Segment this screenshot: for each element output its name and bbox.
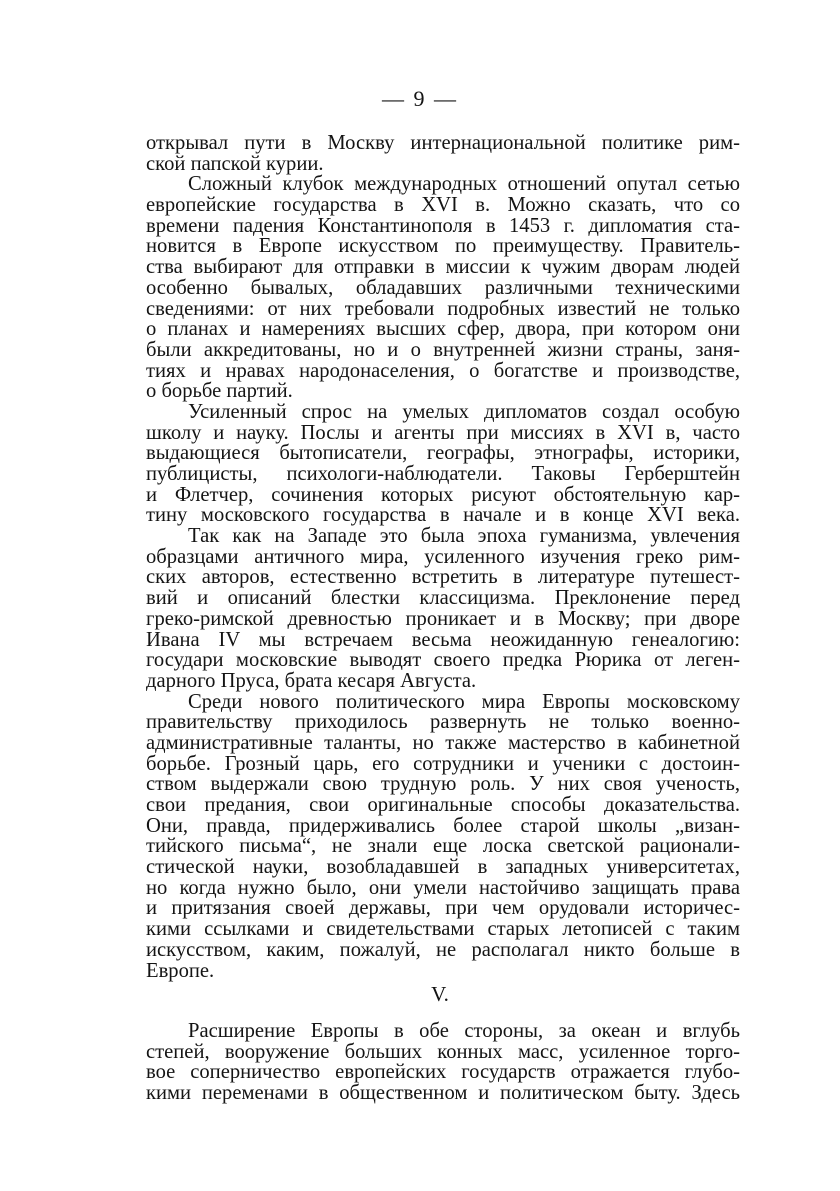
text-line: кими ссылками и свидетельствами старых летописей с таким <box>146 918 740 941</box>
text-line: сведениями: от них требовали подробных известий не только <box>146 297 740 320</box>
text-line: Они, правда, придерживались более старой школы „визан- <box>146 814 740 837</box>
body-text-top <box>146 133 740 981</box>
text-line: искусством, каким, пожалуй, не располагал никто больше в <box>146 938 740 961</box>
text-line: тийского письма“, не знали еще лоска светской рационали- <box>146 835 740 858</box>
body-text-bottom <box>146 1021 740 1104</box>
text-line: и Флетчер, сочинения которых рисуют обстоятельную кар- <box>146 483 740 506</box>
paragraph-first-line: Усиленный спрос на умелых дипломатов создал особую <box>188 400 740 423</box>
text-line: европейские государства в XVI в. Можно сказать, что со <box>146 194 740 217</box>
paragraph-first-line: Расширение Европы в обе стороны, за океан и вглубь <box>188 1020 740 1042</box>
text-line: тиях и нравах народонаселения, о богатстве и производстве, <box>146 359 740 382</box>
text-line: борьбе. Грозный царь, его сотрудники и ученики с достоин- <box>146 752 740 775</box>
text-line: кими переменами в общественном и политическом быту. Здесь <box>146 1082 740 1105</box>
text-line: были аккредитованы, но и о внутренней жизни страны, заня- <box>146 338 740 361</box>
text-line: степей, вооружение больших конных масс, усиленное торго- <box>146 1040 740 1063</box>
paragraph-first-line: Среди нового политического мира Европы московскому <box>188 690 740 713</box>
text-line: ством выдержали свою трудную роль. У них своя ученость, <box>146 773 740 796</box>
text-line: выдающиеся бытописатели, географы, этнографы, историки, <box>146 442 740 465</box>
text-line: дарного Пруса, брата кесаря Августа. <box>146 669 477 692</box>
text-line: ских авторов, естественно встретить в литературе путешест- <box>146 566 740 589</box>
text-line: правительству приходилось развернуть не только военно- <box>146 711 740 734</box>
text-line: и притязания своей державы, при чем орудовали историчес- <box>146 897 740 920</box>
text-line: Европе. <box>146 959 215 982</box>
text-line: стической науки, возобладавшей в западных университетах, <box>146 856 740 879</box>
text-line: вое соперничество европейских государств отражается глубо- <box>146 1061 740 1084</box>
text-line: новится в Европе искусством по преимуществу. Правитель- <box>146 235 740 258</box>
text-line: государи московские выводят своего предка Рюрика от леген- <box>146 649 740 672</box>
text-line: свои предания, свои оригинальные способы доказательства. <box>146 794 740 816</box>
text-line: тину московского государства в начале и в конце XVI века. <box>146 504 740 527</box>
text-line: ской папской курии. <box>146 152 324 175</box>
text-line: Ивана IV мы встречаем весьма неожиданную генеалогию: <box>146 628 740 651</box>
text-line: школу и науку. Послы и агенты при миссиях в XVI в, часто <box>146 421 740 444</box>
text-line: публицисты, психологи-наблюдатели. Таковы Герберштейн <box>146 463 740 485</box>
text-line: греко-римской древностью проникает и в Москву; при дворе <box>146 607 740 630</box>
text-line: но когда нужно было, они умели настойчиво защищать права <box>146 876 740 899</box>
section-heading: V. <box>431 982 449 1006</box>
text-line: о планах и намерениях высших сфер, двора, при котором они <box>146 318 740 341</box>
text-line: о борьбе партий. <box>146 380 293 403</box>
text-line: административные таланты, но также мастерство в кабинетной <box>146 731 740 754</box>
paragraph-first-line: Сложный клубок международных отношений опутал сетью <box>188 173 740 196</box>
text-line: образцами античного мира, усиленного изучения греко рим- <box>146 545 740 568</box>
text-line: времени падения Константинополя в 1453 г. дипломатия ста- <box>146 214 740 237</box>
page-number: — 9 — <box>382 86 458 111</box>
text-line: вий и описаний блестки классицизма. Преклонение перед <box>146 587 740 610</box>
paragraph-first-line: Так как на Западе это была эпоха гуманизма, увлечения <box>188 525 740 548</box>
text-line: ства выбирают для отправки в миссии к чужим дворам людей <box>146 256 740 279</box>
text-line: особенно бывалых, обладавших различными техническими <box>146 276 740 299</box>
text-line: открывал пути в Москву интернациональной политике рим- <box>146 132 740 154</box>
